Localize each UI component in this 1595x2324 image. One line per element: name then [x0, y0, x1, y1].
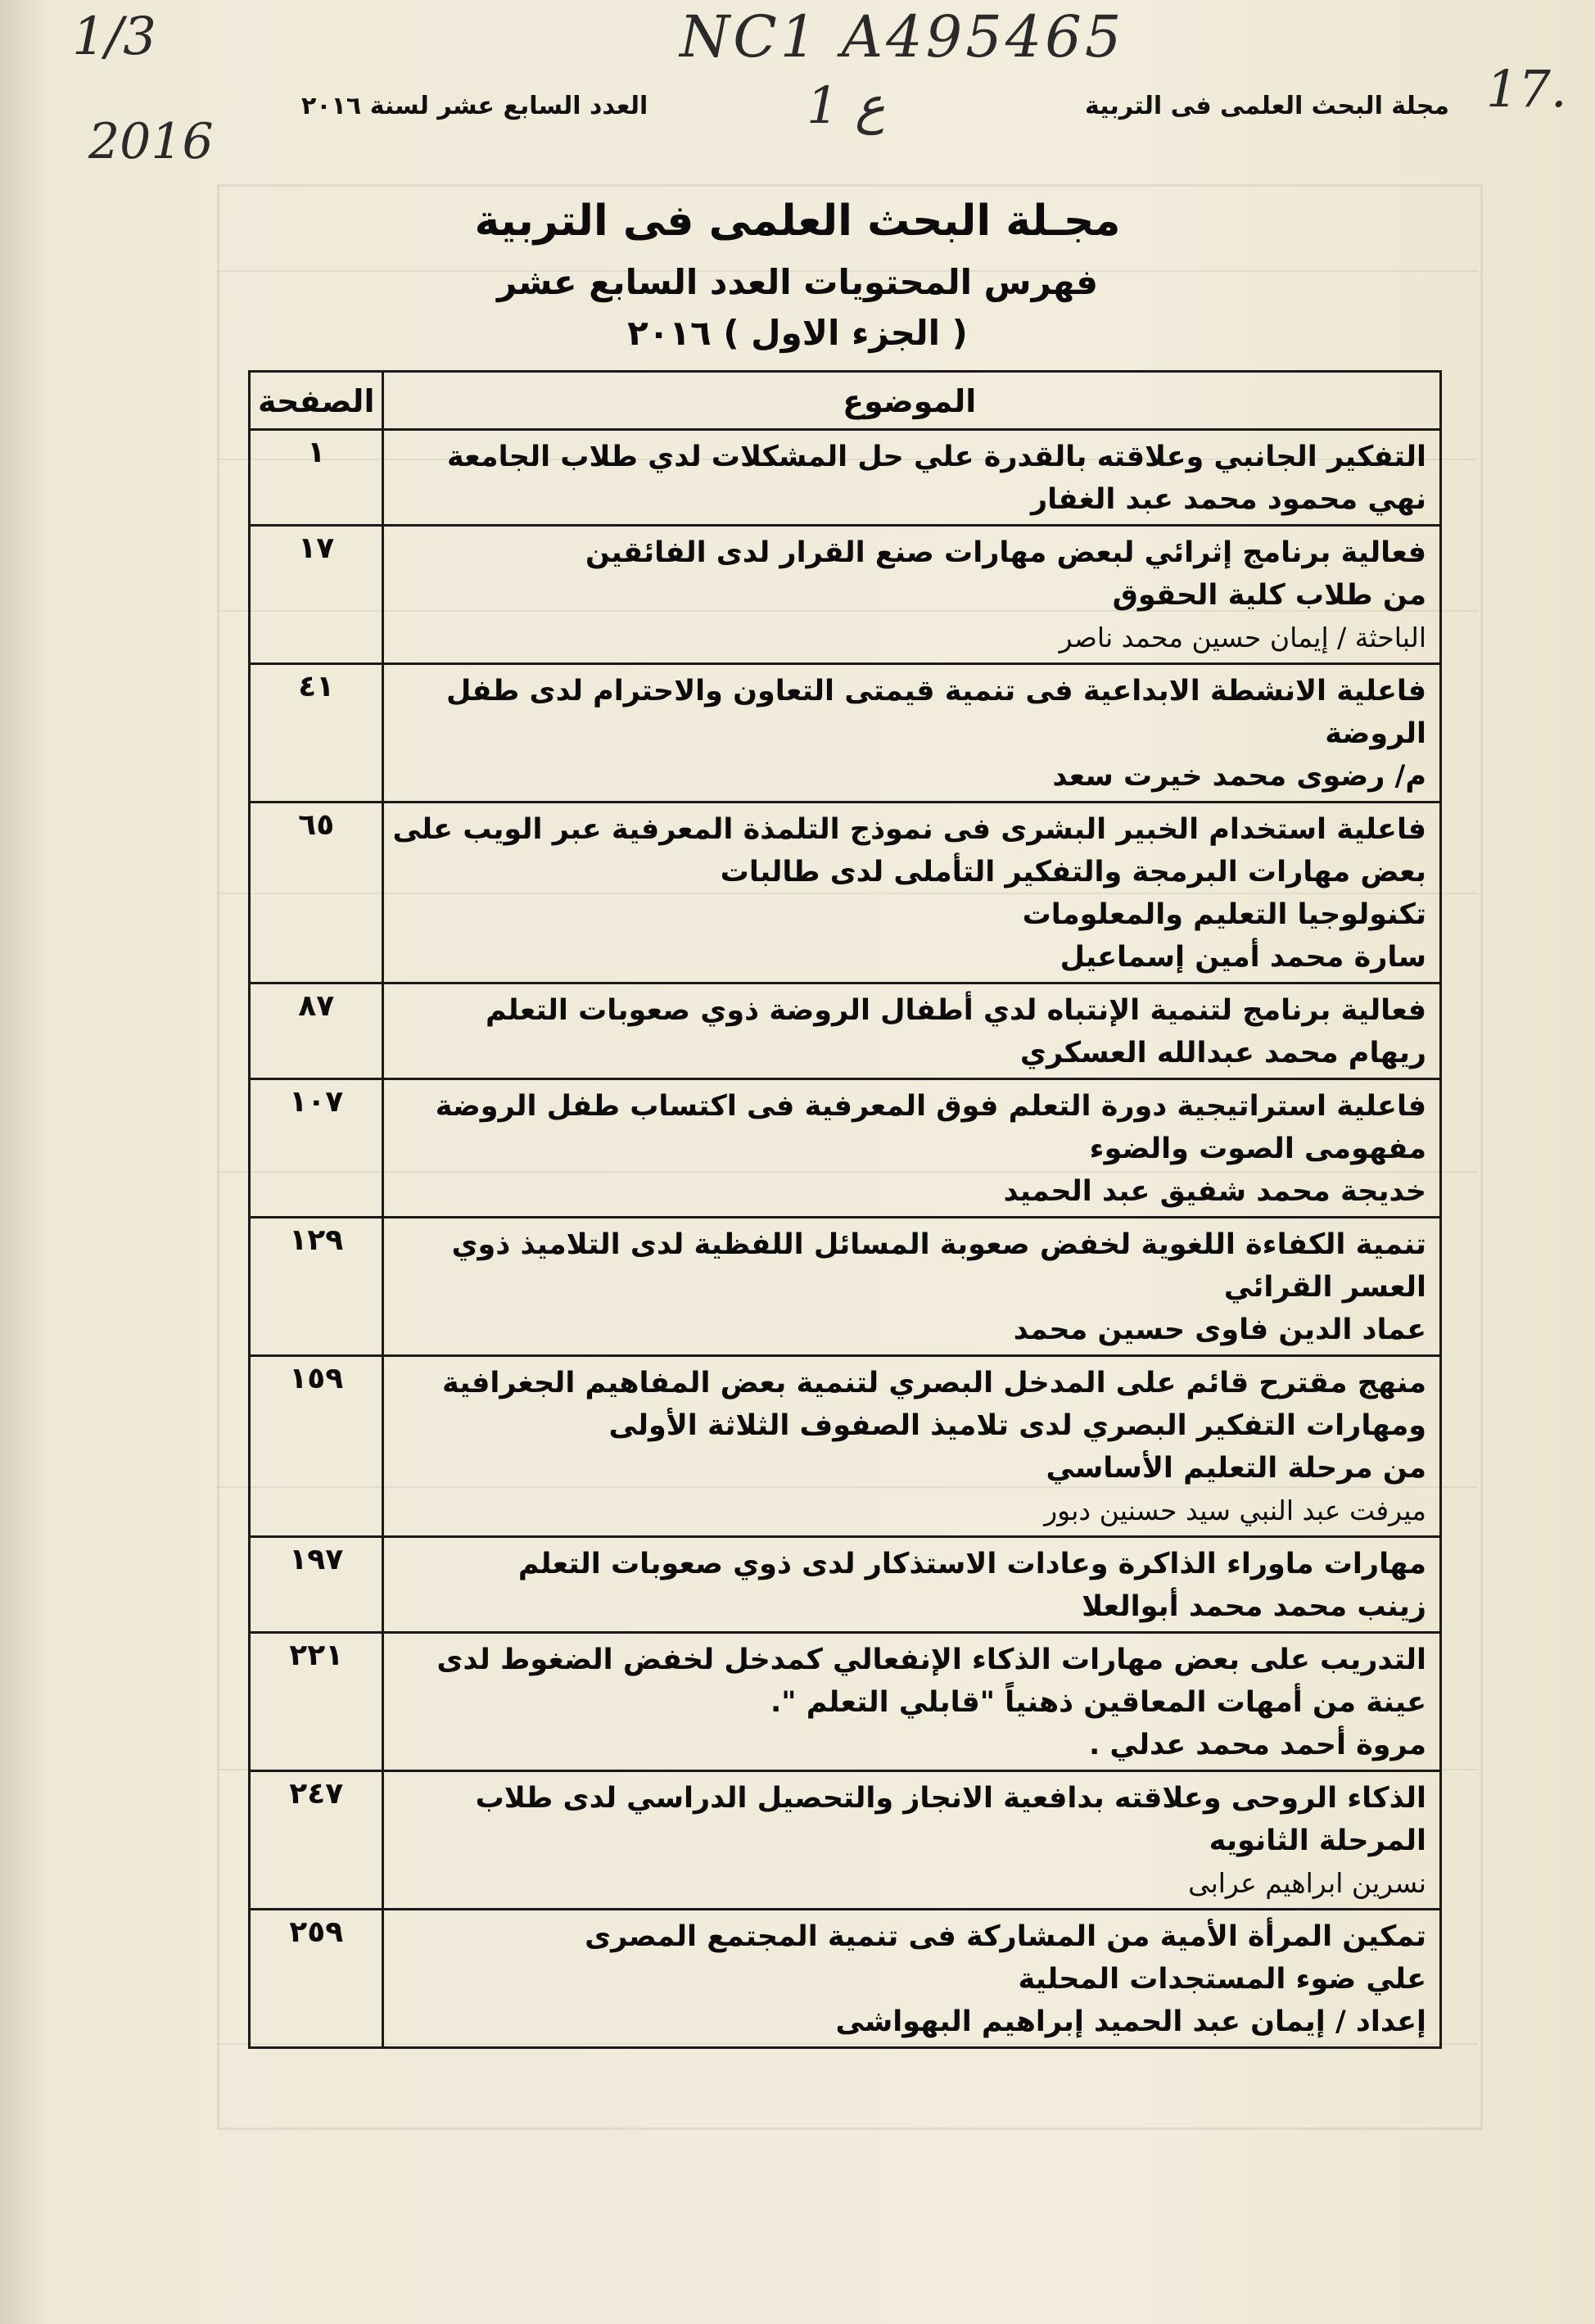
entry-title-line: نهي محمود محمد عبد الغفار: [1030, 483, 1426, 516]
entry-page-number: ٦٥: [250, 803, 383, 983]
entry-subject-cell: [383, 1079, 1441, 1218]
table-header-row: [250, 372, 1441, 430]
entry-subject-cell: [383, 664, 1441, 803]
table-row: [250, 1771, 1441, 1910]
entry-subject-cell: [383, 1218, 1441, 1356]
entry-page-number: ٢٥٩: [250, 1910, 383, 2048]
entry-title-line: خديجة محمد شفيق عبد الحميد: [1003, 1175, 1426, 1208]
entry-title-line: إعداد / إيمان عبد الحميد إبراهيم البهواشى: [835, 2005, 1426, 2038]
entry-title-line: تمكين المرأة الأمية من المشاركة فى تنمية المجتمع المصرى: [585, 1920, 1426, 1953]
handwritten-call-number: NC1 A495465: [680, 3, 1125, 70]
entry-title-line: من طلاب كلية الحقوق: [1112, 579, 1426, 612]
entry-page-number: ١: [250, 430, 383, 526]
entry-title-line: فاعلية استراتيجية دورة التعلم فوق المعرفية فى اكتساب طفل الروضة: [435, 1090, 1426, 1123]
entry-title-line: زينب محمد محمد أبوالعلا: [1082, 1590, 1426, 1623]
table-row: [250, 1633, 1441, 1771]
table-row: [250, 1218, 1441, 1356]
handwritten-center-mark: 1 ع: [807, 75, 886, 135]
part-title: ( الجزء الاول ) ٢٠١٦: [627, 313, 968, 353]
entry-title-line: علي ضوء المستجدات المحلية: [1018, 1963, 1426, 1996]
entry-subject-cell: [383, 430, 1441, 526]
running-header-issue: العدد السابع عشر لسنة ٢٠١٦: [301, 92, 648, 120]
entry-page-number: ٨٧: [250, 983, 383, 1079]
table-row: [250, 1910, 1441, 2048]
entry-title-line: التفكير الجانبي وعلاقته بالقدرة علي حل المشكلات لدي طلاب الجامعة: [446, 441, 1426, 473]
subject-column-header: الموضوع: [383, 372, 1441, 430]
entry-subject-cell: [383, 1771, 1441, 1910]
journal-title: مجـلة البحث العلمى فى التربية: [474, 197, 1121, 246]
entry-title-line: م/ رضوى محمد خيرت سعد: [1052, 760, 1426, 793]
table-row: [250, 430, 1441, 526]
entry-subject-cell: [383, 526, 1441, 664]
table-row: [250, 526, 1441, 664]
entry-author: نسرين ابراهيم عرابى: [1188, 1867, 1426, 1899]
entry-title-line: ريهام محمد عبدالله العسكري: [1019, 1037, 1426, 1069]
entry-subject-cell: [383, 1537, 1441, 1633]
running-header-journal: مجلة البحث العلمى فى التربية: [1085, 92, 1449, 120]
entry-author: ميرفت عبد النبي سيد حسنين دبور: [1044, 1494, 1426, 1526]
entry-title-line: الذكاء الروحى وعلاقته بدافعية الانجاز والتحصيل الدراسي لدى طلاب: [475, 1782, 1426, 1815]
entry-page-number: ٢٢١: [250, 1633, 383, 1771]
entry-title-line: سارة محمد أمين إسماعيل: [1060, 941, 1426, 974]
entry-subject-cell: [383, 1910, 1441, 2048]
entry-page-number: ٢٤٧: [250, 1771, 383, 1910]
entry-title-line: فعالية برنامج لتنمية الإنتباه لدي أطفال الروضة ذوي صعوبات التعلم: [485, 994, 1426, 1027]
entry-page-number: ١٧: [250, 526, 383, 664]
entry-title-line: من مرحلة التعليم الأساسي: [1046, 1452, 1426, 1485]
entry-title-line: عماد الدين فاوى حسين محمد: [1013, 1313, 1426, 1346]
entry-title-line: العسر القرائي: [1223, 1271, 1426, 1304]
table-row: [250, 664, 1441, 803]
entry-title-line: ومهارات التفكير البصري لدى تلاميذ الصفوف الثلاثة الأولى: [608, 1409, 1426, 1442]
entry-title-line: عينة من أمهات المعاقين ذهنياً "قابلي التعلم ".: [770, 1686, 1426, 1719]
entry-title-line: منهج مقترح قائم على المدخل البصري لتنمية بعض المفاهيم الجغرافية: [442, 1367, 1426, 1399]
handwritten-page-mark: 17.: [1486, 59, 1567, 119]
table-row: [250, 1537, 1441, 1633]
handwritten-fraction: 1/3: [72, 7, 156, 67]
entry-title-line: مروة أحمد محمد عدلي .: [1088, 1729, 1426, 1761]
entry-subject-cell: [383, 983, 1441, 1079]
entry-title-line: مفهومى الصوت والضوء: [1089, 1133, 1426, 1165]
entry-title-line: الروضة: [1325, 717, 1426, 750]
contents-table: [248, 370, 1442, 2049]
table-row: [250, 1079, 1441, 1218]
entry-title-line: فاعلية استخدام الخبير البشرى فى نموذج التلمذة المعرفية عبر الويب على: [392, 813, 1426, 846]
entry-title-line: المرحلة الثانويه: [1209, 1824, 1426, 1857]
entry-subject-cell: [383, 1633, 1441, 1771]
entry-title-line: مهارات ماوراء الذاكرة وعادات الاستذكار لدى ذوي صعوبات التعلم: [517, 1548, 1426, 1580]
table-row: [250, 983, 1441, 1079]
entry-title-line: تنمية الكفاءة اللغوية لخفض صعوبة المسائل اللفظية لدى التلاميذ ذوي: [451, 1228, 1426, 1261]
entry-title-line: التدريب على بعض مهارات الذكاء الإنفعالي كمدخل لخفض الضغوط لدى: [436, 1644, 1426, 1676]
entry-subject-cell: [383, 1356, 1441, 1537]
table-row: [250, 1356, 1441, 1537]
index-title: فهرس المحتويات العدد السابع عشر: [497, 262, 1098, 302]
entry-title-line: فعالية برنامج إثرائي لبعض مهارات صنع القرار لدى الفائقين: [585, 536, 1426, 569]
entry-title-line: تكنولوجيا التعليم والمعلومات: [1022, 898, 1426, 931]
entry-title-line: فاعلية الانشطة الابداعية فى تنمية قيمتى التعاون والاحترام لدى طفل: [445, 675, 1426, 708]
entry-page-number: ١٥٩: [250, 1356, 383, 1537]
page-column-header: الصفحة: [250, 372, 383, 430]
entry-subject-cell: [383, 803, 1441, 983]
entry-page-number: ١٠٧: [250, 1079, 383, 1218]
handwritten-year: 2016: [88, 113, 214, 170]
entry-page-number: ١٩٧: [250, 1537, 383, 1633]
entry-title-line: بعض مهارات البرمجة والتفكير التأملى لدى طالبات: [720, 856, 1426, 888]
entry-page-number: ٤١: [250, 664, 383, 803]
table-row: [250, 803, 1441, 983]
entry-author: الباحثة / إيمان حسين محمد ناصر: [1059, 622, 1426, 653]
entry-page-number: ١٢٩: [250, 1218, 383, 1356]
